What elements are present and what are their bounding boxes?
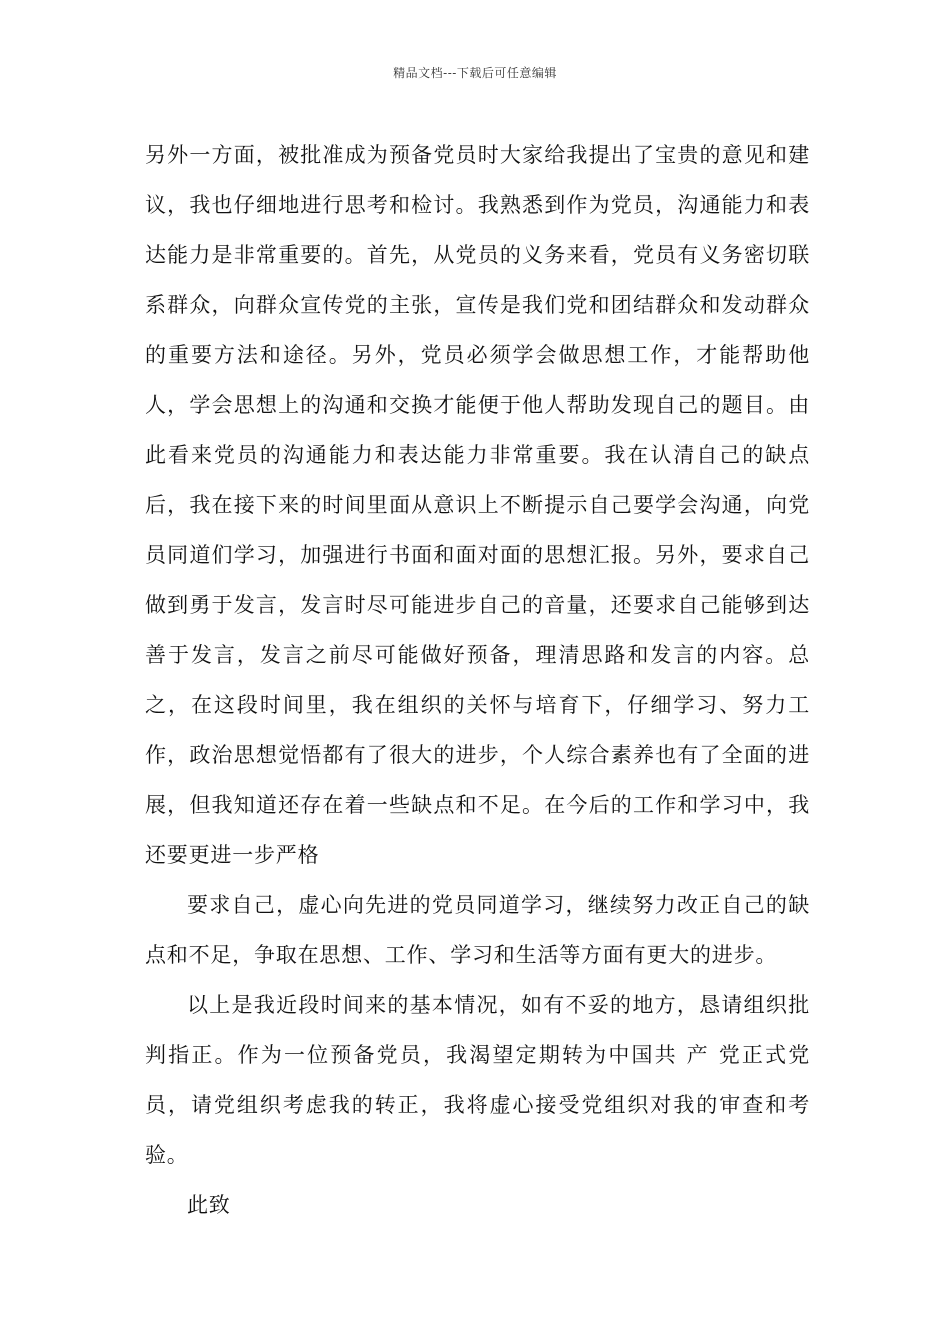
closing-salutation: 此致 [187, 1193, 231, 1217]
page-header: 精品文档---下载后可任意编辑 [393, 66, 557, 80]
paragraph-1: 另外一方面，被批准成为预备党员时大家给我提出了宝贵的意见和建议，我也仔细地进行思考和检讨。我熟悉到作为党员，沟通能力和表达能力是非常重要的。首先，从党员的义务来看，党员有义务密切联系群众，向群众宣传党的主张，宣传是我们党和团结群众和发动群众的重要方法和途径。另外，党员必须学会做思想工作，才能帮助他人，学会思想上的沟通和交换才能便于他人帮助发现自己的题目。由此看来党员的沟通能力和表达能力非常重要。我在认清自己的缺点后，我在接下来的时间里面从意识上不断提示自己要学会沟通，向党员同道们学习，加强进行书面和面对面的思想汇报。另外，要求自己做到勇于发言，发言时尽可能进步自己的音量，还要求自己能够到达善于发言，发言之前尽可能做好预备，理清思路和发言的内容。总之，在这段时间里，我在组织的关怀与培育下，仔细学习、努力工作，政治思想觉悟都有了很大的进步，个人综合素养也有了全面的进展，但我知道还存在着一些缺点和不足。在今后的工作和学习中，我还要更进一步严格 [145, 143, 810, 867]
paragraph-2: 要求自己，虚心向先进的党员同道学习，继续努力改正自己的缺点和不足，争取在思想、工作、学习和生活等方面有更大的进步。 [145, 893, 810, 967]
document-body [145, 130, 810, 1230]
paragraph-3: 以上是我近段时间来的基本情况，如有不妥的地方，恳请组织批判指正。作为一位预备党员，我渴望定期转为中国共 产 党正式党员，请党组织考虑我的转正，我将虚心接受党组织对我的审查和考验。 [145, 993, 810, 1167]
